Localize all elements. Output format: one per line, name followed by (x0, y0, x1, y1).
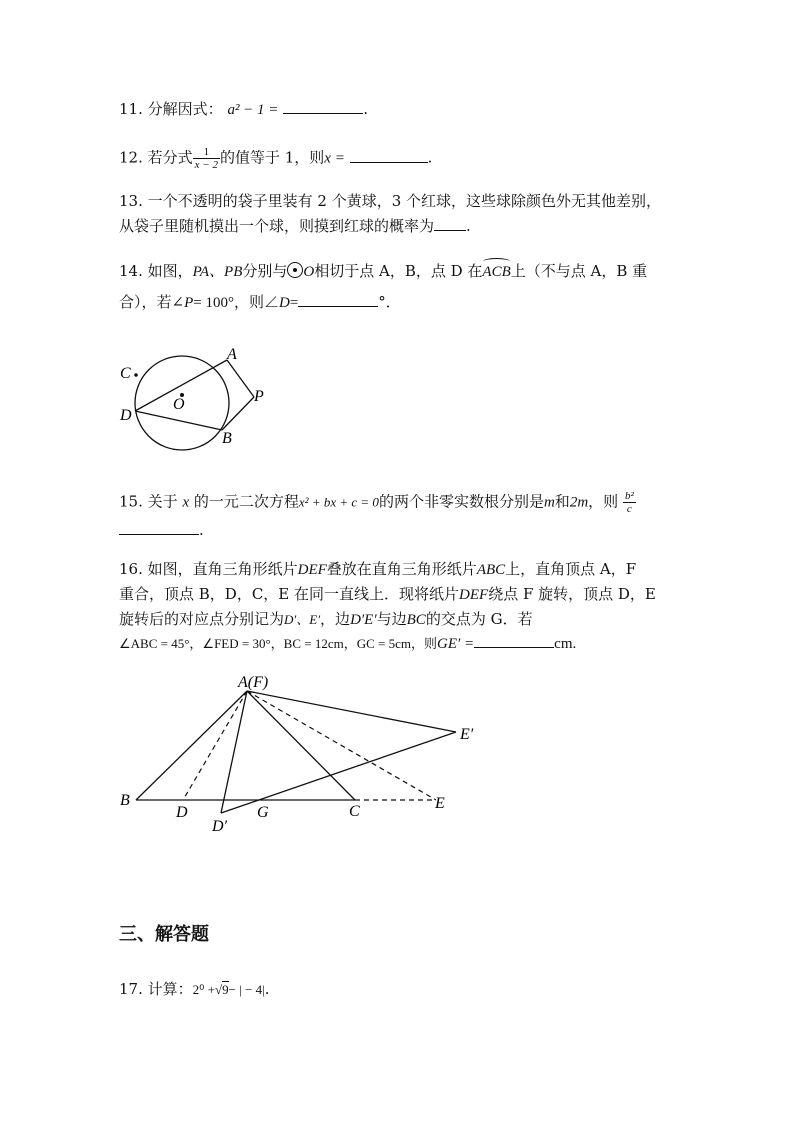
q14-d-var: D (278, 295, 290, 311)
q17-number: 17. (119, 980, 143, 998)
label-c: C (349, 803, 360, 820)
q11-number: 11. (119, 100, 143, 118)
point-c (134, 373, 138, 377)
q12-fraction-numerator: 1 (193, 146, 220, 159)
q12-number: 12. (119, 148, 143, 167)
q15-p1: 关于 (147, 492, 178, 511)
q14-pa-pb: PA、PB (192, 264, 243, 280)
q16-answer-blank[interactable] (474, 633, 554, 648)
question-17 (119, 978, 270, 1001)
q16-line2b: 绕点 F 旋转，顶点 D，E (488, 585, 656, 603)
q15-fraction-denominator: c (626, 503, 632, 515)
q14-p2: 分别与 (242, 262, 288, 280)
q13-line-2: 从袋子里随机摸出一个球，则摸到红球的概率为 (119, 217, 435, 235)
q16-line3d: 的交点为 G．若 (425, 610, 533, 628)
side-fe-prime (247, 691, 456, 732)
tangent-pb (222, 397, 254, 430)
q14-number: 14. (119, 262, 143, 280)
figure-16 (110, 665, 490, 845)
q14-p4: 上（不与点 A，B 重 (510, 262, 648, 280)
q14-arc: ACB (482, 261, 510, 283)
side-d-prime-e-prime (221, 732, 456, 813)
q11-text: 分解因式： (147, 100, 223, 118)
q16-line3a: 旋转后的对应点分别记为 (119, 610, 285, 628)
q14-line2b: = 100°，则∠ (193, 295, 279, 311)
q15-fraction-numerator: b² (624, 490, 634, 502)
q14-line2a: 合），若∠ (119, 293, 185, 311)
section-title: 三、解答题 (119, 924, 209, 945)
label-o: O (173, 396, 185, 413)
side-fe (247, 691, 436, 800)
q16-ge: GE′ = (437, 636, 475, 652)
q15-equation: x² + bx + c = 0 (298, 494, 379, 510)
q16-def-1: DEF (297, 562, 327, 578)
q14-answer-blank[interactable] (298, 292, 378, 307)
label-b: B (120, 792, 130, 809)
q16-line2: 重合，顶点 B，D，C，E 在同一直线上．现将纸片 (119, 585, 460, 603)
q16-line4a: ∠ABC = 45°，∠FED = 30°，BC = 12cm，GC = 5cm，则 (119, 636, 437, 651)
q16-bc: BC (406, 612, 426, 628)
q14-line2d: °． (378, 293, 401, 311)
sqrt-icon: √ (214, 982, 223, 997)
question-16 (119, 557, 656, 657)
label-c: C (120, 365, 131, 382)
q11-end: . (363, 100, 368, 118)
label-e-prime: E′ (460, 726, 474, 743)
q13-end: . (466, 217, 471, 235)
q15-answer-blank[interactable] (119, 520, 199, 535)
q17-sqrt: 9 (222, 982, 229, 997)
q17-end: . (264, 980, 270, 998)
q16-line1c: 上，直角顶点 A，F (505, 560, 637, 578)
q16-primes: D′、E′ (284, 612, 321, 627)
question-14 (119, 260, 647, 314)
q15-p2: 的一元二次方程 (193, 492, 299, 511)
q16-line1b: 叠放在直角三角形纸片 (326, 560, 477, 578)
q14-p1: 如图， (147, 262, 193, 280)
q17-expr-a: 2⁰ + (192, 982, 215, 997)
q16-line1a: 16. 如图，直角三角形纸片 (119, 560, 298, 578)
label-d-prime: D′ (212, 818, 228, 835)
q13-line-1: 13. 一个不透明的袋子里装有 2 个黄球，3 个红球，这些球除颜色外无其他差别， (119, 192, 662, 210)
label-p: P (254, 388, 264, 405)
q15-p5: ，则 (588, 492, 619, 511)
q15-end: . (199, 521, 204, 539)
q15-p4: 和 (554, 492, 570, 511)
q12-fraction-denominator: x − 2 (194, 159, 218, 171)
q15-fraction (623, 490, 636, 515)
q15-number: 15. (119, 492, 143, 511)
label-g: G (257, 804, 269, 821)
question-15 (119, 490, 636, 541)
question-13 (119, 190, 661, 237)
tangent-pa (227, 360, 254, 397)
q12-end: . (427, 148, 433, 167)
q11-answer-blank[interactable] (283, 99, 363, 114)
q13-answer-blank[interactable] (434, 216, 466, 231)
label-b: B (222, 430, 232, 447)
label-d: D (120, 407, 132, 424)
q15-two-m: 2m (569, 494, 589, 511)
q14-p-var: P (184, 295, 194, 311)
q15-x: x (182, 494, 190, 511)
label-d: D (176, 804, 188, 821)
q16-abc: ABC (476, 562, 506, 578)
q17-expr-b: − | − 4| (228, 982, 265, 997)
q14-o: O (303, 264, 315, 280)
side-fd (183, 691, 247, 800)
label-a-f: A(F) (238, 674, 269, 691)
q12-prefix: 若分式 (147, 148, 193, 167)
q12-fraction (193, 146, 220, 171)
q16-line4b: cm. (554, 636, 577, 652)
q12-middle: 的值等于 1，则 (219, 148, 325, 167)
q15-p3: 的两个非零实数根分别是 (378, 492, 544, 511)
q12-answer-blank[interactable] (350, 148, 428, 163)
q12-variable: x = (324, 150, 345, 167)
circle-dot-icon (287, 262, 303, 278)
chord-db (135, 411, 222, 430)
q16-de: D′E′ (350, 612, 377, 628)
label-e: E (435, 795, 445, 812)
figure-14 (110, 335, 280, 455)
label-a: A (227, 346, 237, 363)
side-ab (136, 691, 247, 800)
q17-text: 计算： (147, 980, 193, 998)
question-12 (119, 146, 432, 171)
side-ac (247, 691, 355, 800)
q16-def-2: DEF (459, 587, 489, 603)
q16-line3c: 与边 (376, 610, 407, 628)
q14-line2c: = (289, 295, 299, 311)
q11-expression: a² − 1 = (227, 102, 279, 118)
question-11 (119, 98, 368, 121)
q15-m: m (543, 494, 555, 511)
q14-p3: 相切于点 A，B，点 D 在 (314, 262, 483, 280)
q16-line3b: ，边 (320, 610, 351, 628)
side-fd-prime (221, 691, 247, 813)
